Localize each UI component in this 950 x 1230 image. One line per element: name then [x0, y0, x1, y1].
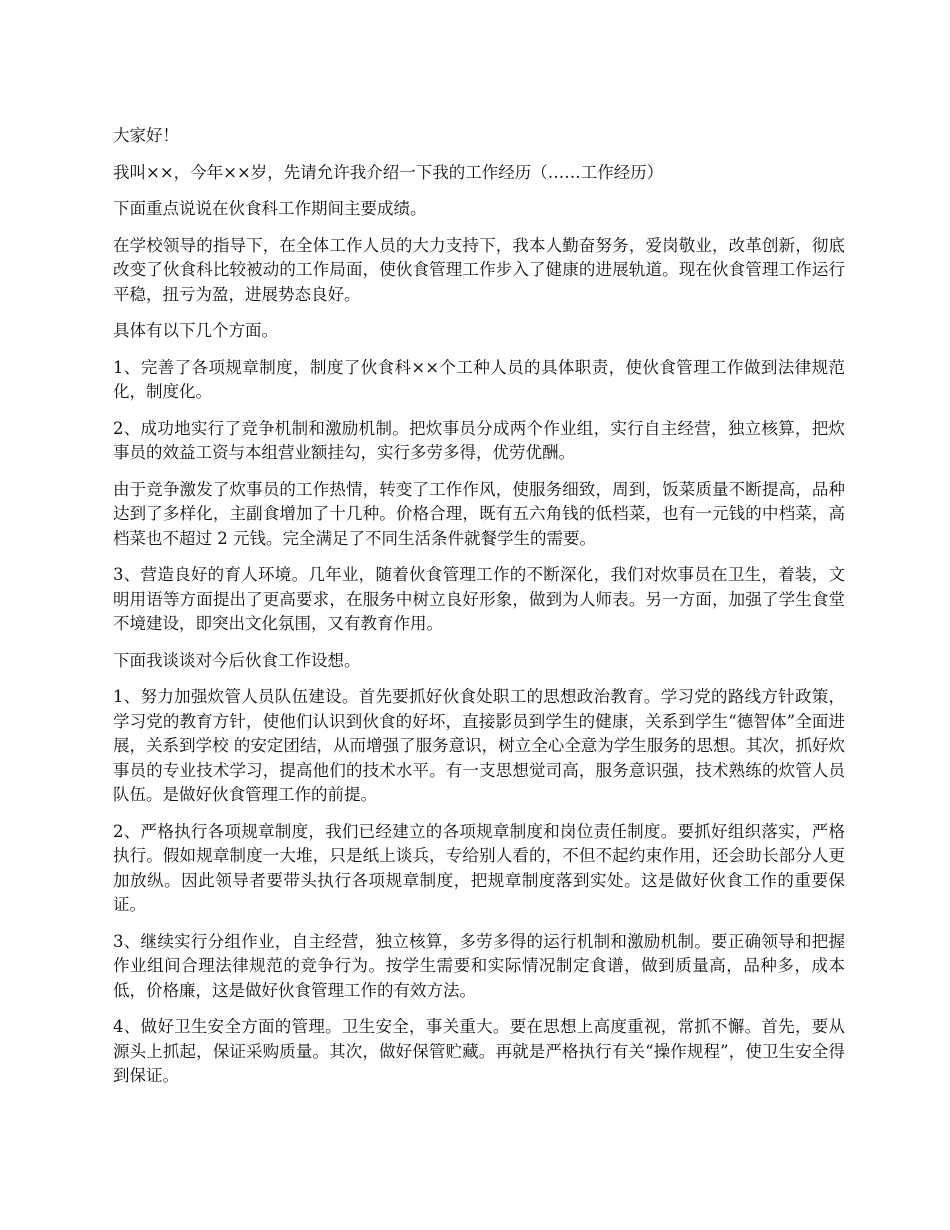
- achievement-item-2: 2、成功地实行了竞争机制和激励机制。把炊事员分成两个作业组，实行自主经营，独立核算，把炊事员的效益工资与本组营业额挂勾，实行多劳多得，优劳优酬。: [113, 418, 845, 462]
- achievements-intro: 下面重点说说在伙食科工作期间主要成绩。: [113, 199, 427, 218]
- achievements-overview: 在学校领导的指导下，在全体工作人员的大力支持下，我本人勤奋努务，爱岗敬业，改革创新，彻底改变了伙食科比较被动的工作局面，使伙食管理工作步入了健康的进展轨道。现在伙食管理工作运行平稳，扭亏为盈，进展势态良好。: [113, 235, 845, 304]
- plan-item-1: 1、努力加强炊管人员队伍建设。首先要抓好伙食处职工的思想政治教育。学习党的路线方针政策，学习党的教育方针，使他们认识到伙食的好坏，直接影员到学生的健康，关系到学生“德智体”全面进展，关系到学校 的安定团结，从而增强了服务意识，树立全心全意为学生服务的思想。其次，抓好炊事员的专业技术学习，提高他们的技术水平。有一支思想觉司高，服务意识强，技术熟练的炊管人员队伍。是做好伙食管理工作的前提。: [113, 687, 845, 804]
- plan-item-4: 4、做好卫生安全方面的管理。卫生安全，事关重大。要在思想上高度重视，常抓不懈。首先，要从源头上抓起，保证采购质量。其次，做好保管贮藏。再就是严格执行有关“操作规程”，使卫生安全得到保证。: [113, 1017, 845, 1085]
- plans-intro: 下面我谈谈对今后伙食工作设想。: [113, 650, 361, 670]
- document-body: [113, 124, 845, 1101]
- plan-item-2: 2、严格执行各项规章制度，我们已经建立的各项规章制度和岗位责任制度。要抓好组织落实，严格执行。假如规章制度一大堆，只是纸上谈兵，专给别人看的，不但不起约束作用，还会助长部分人更加放纵。因此领导者要带头执行各项规章制度，把规章制度落到实处。这是做好伙食工作的重要保证。: [113, 821, 845, 914]
- plan-item-3: 3、继续实行分组作业，自主经营，独立核算，多劳多得的运行机制和激励机制。要正确领导和把握作业组间合理法律规范的竞争行为。按学生需要和实际情况制定食谱，做到质量高，品种多，成本低，价格廉，这是做好伙食管理工作的有效方法。: [113, 931, 845, 1000]
- achievement-item-2-detail: 由于竞争激发了炊事员的工作热情，转变了工作作风，使服务细致，周到，饭菜质量不断提高，品种达到了多样化，主副食增加了十几种。价格合理，既有五六角钱的低档菜，也有一元钱的中档菜，高档菜也不超过 2 元钱。完全满足了不同生活条件就餐学生的需要。: [113, 479, 845, 548]
- aspects-intro: 具体有以下几个方面。: [113, 321, 278, 340]
- self-introduction: 我叫××，今年××岁，先请允许我介绍一下我的工作经历（……工作经历）: [113, 162, 664, 182]
- greeting: 大家好！: [113, 126, 179, 145]
- achievement-item-1: 1、完善了各项规章制度，制度了伙食科××个工种人员的具体职责，使伙食管理工作做到法律规范化，制度化。: [113, 357, 845, 401]
- achievement-item-3: 3、营造良好的育人环境。几年业，随着伙食管理工作的不断深化，我们对炊事员在卫生，着装，文明用语等方面提出了更高要求，在服务中树立良好形象，做到为人师表。另一方面，加强了学生食堂不境建设，即突出文化氛围，又有教育作用。: [113, 565, 845, 633]
